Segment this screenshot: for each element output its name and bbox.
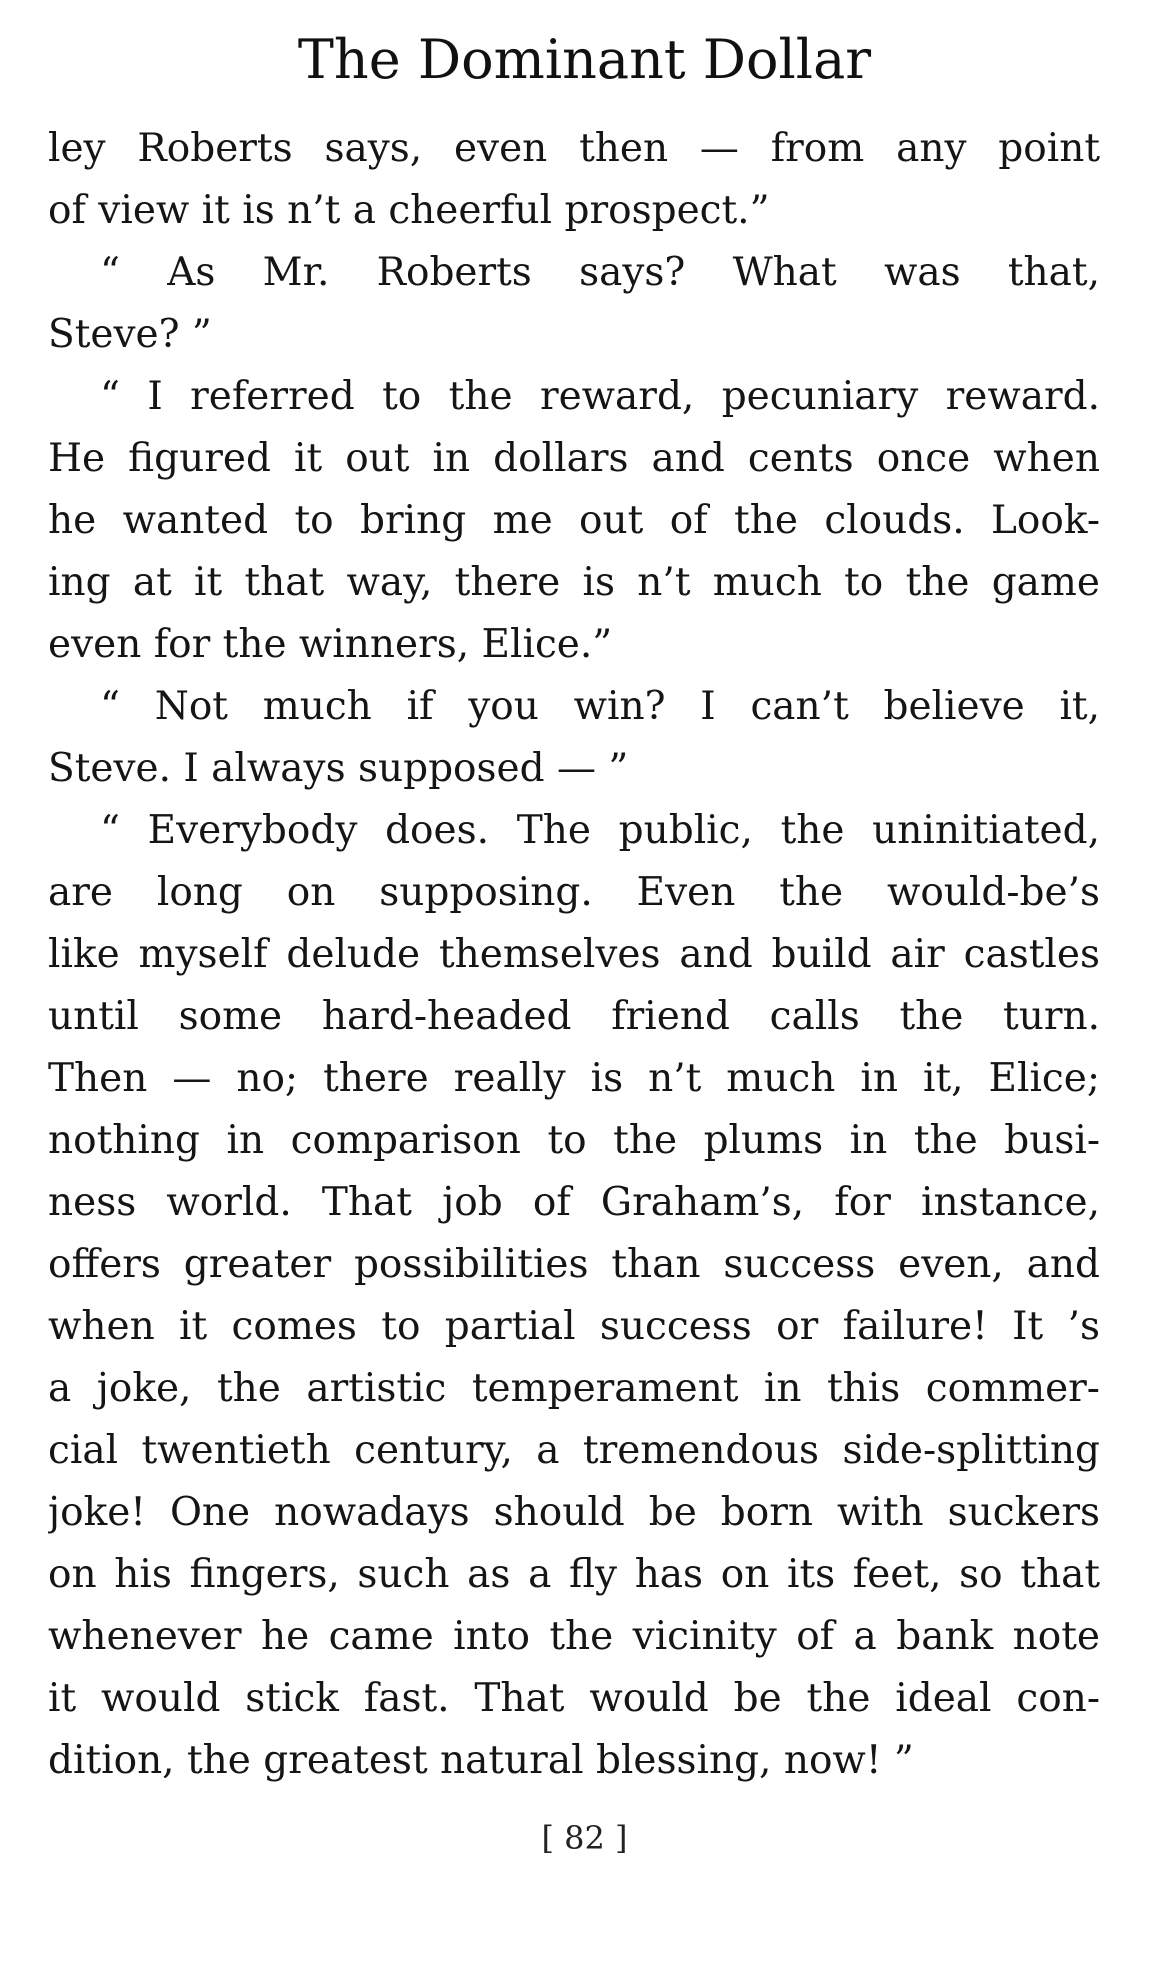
text-line: until some hard-headed friend calls the turn. xyxy=(48,994,1100,1039)
text-line: on his fingers, such as a fly has on its feet, so that xyxy=(48,1552,1100,1597)
text-line: a joke, the artistic temperament in this commer- xyxy=(48,1366,1100,1411)
text-line: “ As Mr. Roberts says? What was that, xyxy=(100,250,1100,295)
text-line: He figured it out in dollars and cents once when xyxy=(48,436,1100,481)
text-line: ley Roberts says, even then — from any point xyxy=(48,126,1100,171)
text-line: when it comes to partial success or failure! It ’s xyxy=(48,1304,1100,1349)
text-line: joke! One nowadays should be born with suckers xyxy=(48,1490,1100,1535)
text-line: ness world. That job of Graham’s, for instance, xyxy=(48,1180,1100,1225)
text-line: cial twentieth century, a tremendous side-splitting xyxy=(48,1428,1100,1473)
text-line: whenever he came into the vicinity of a bank note xyxy=(48,1614,1100,1659)
text-line: ing at it that way, there is n’t much to the game xyxy=(48,560,1100,605)
text-line: of view it is n’t a cheerful prospect.” xyxy=(48,188,770,233)
text-line: offers greater possibilities than success even, and xyxy=(48,1242,1100,1287)
text-line: “ Not much if you win? I can’t believe it, xyxy=(100,684,1100,729)
text-line: “ Everybody does. The public, the uninitiated, xyxy=(100,808,1100,853)
text-line: nothing in comparison to the plums in the busi- xyxy=(48,1118,1100,1163)
text-line: Steve. I always supposed — ” xyxy=(48,746,629,791)
text-line: it would stick fast. That would be the ideal con- xyxy=(48,1676,1100,1721)
page-number: [ 82 ] xyxy=(541,1819,628,1857)
running-head-title: The Dominant Dollar xyxy=(297,28,872,91)
text-line: Steve? ” xyxy=(48,312,212,357)
text-line: like myself delude themselves and build air castles xyxy=(48,932,1100,977)
text-line: he wanted to bring me out of the clouds. Look- xyxy=(48,498,1100,543)
text-line: even for the winners, Elice.” xyxy=(48,622,613,667)
text-line: are long on supposing. Even the would-be’s xyxy=(48,870,1100,915)
text-line: Then — no; there really is n’t much in it, Elice; xyxy=(48,1056,1100,1101)
text-line: “ I referred to the reward, pecuniary reward. xyxy=(100,374,1100,419)
body-text xyxy=(48,118,1100,1792)
text-line: dition, the greatest natural blessing, now! ” xyxy=(48,1738,914,1783)
